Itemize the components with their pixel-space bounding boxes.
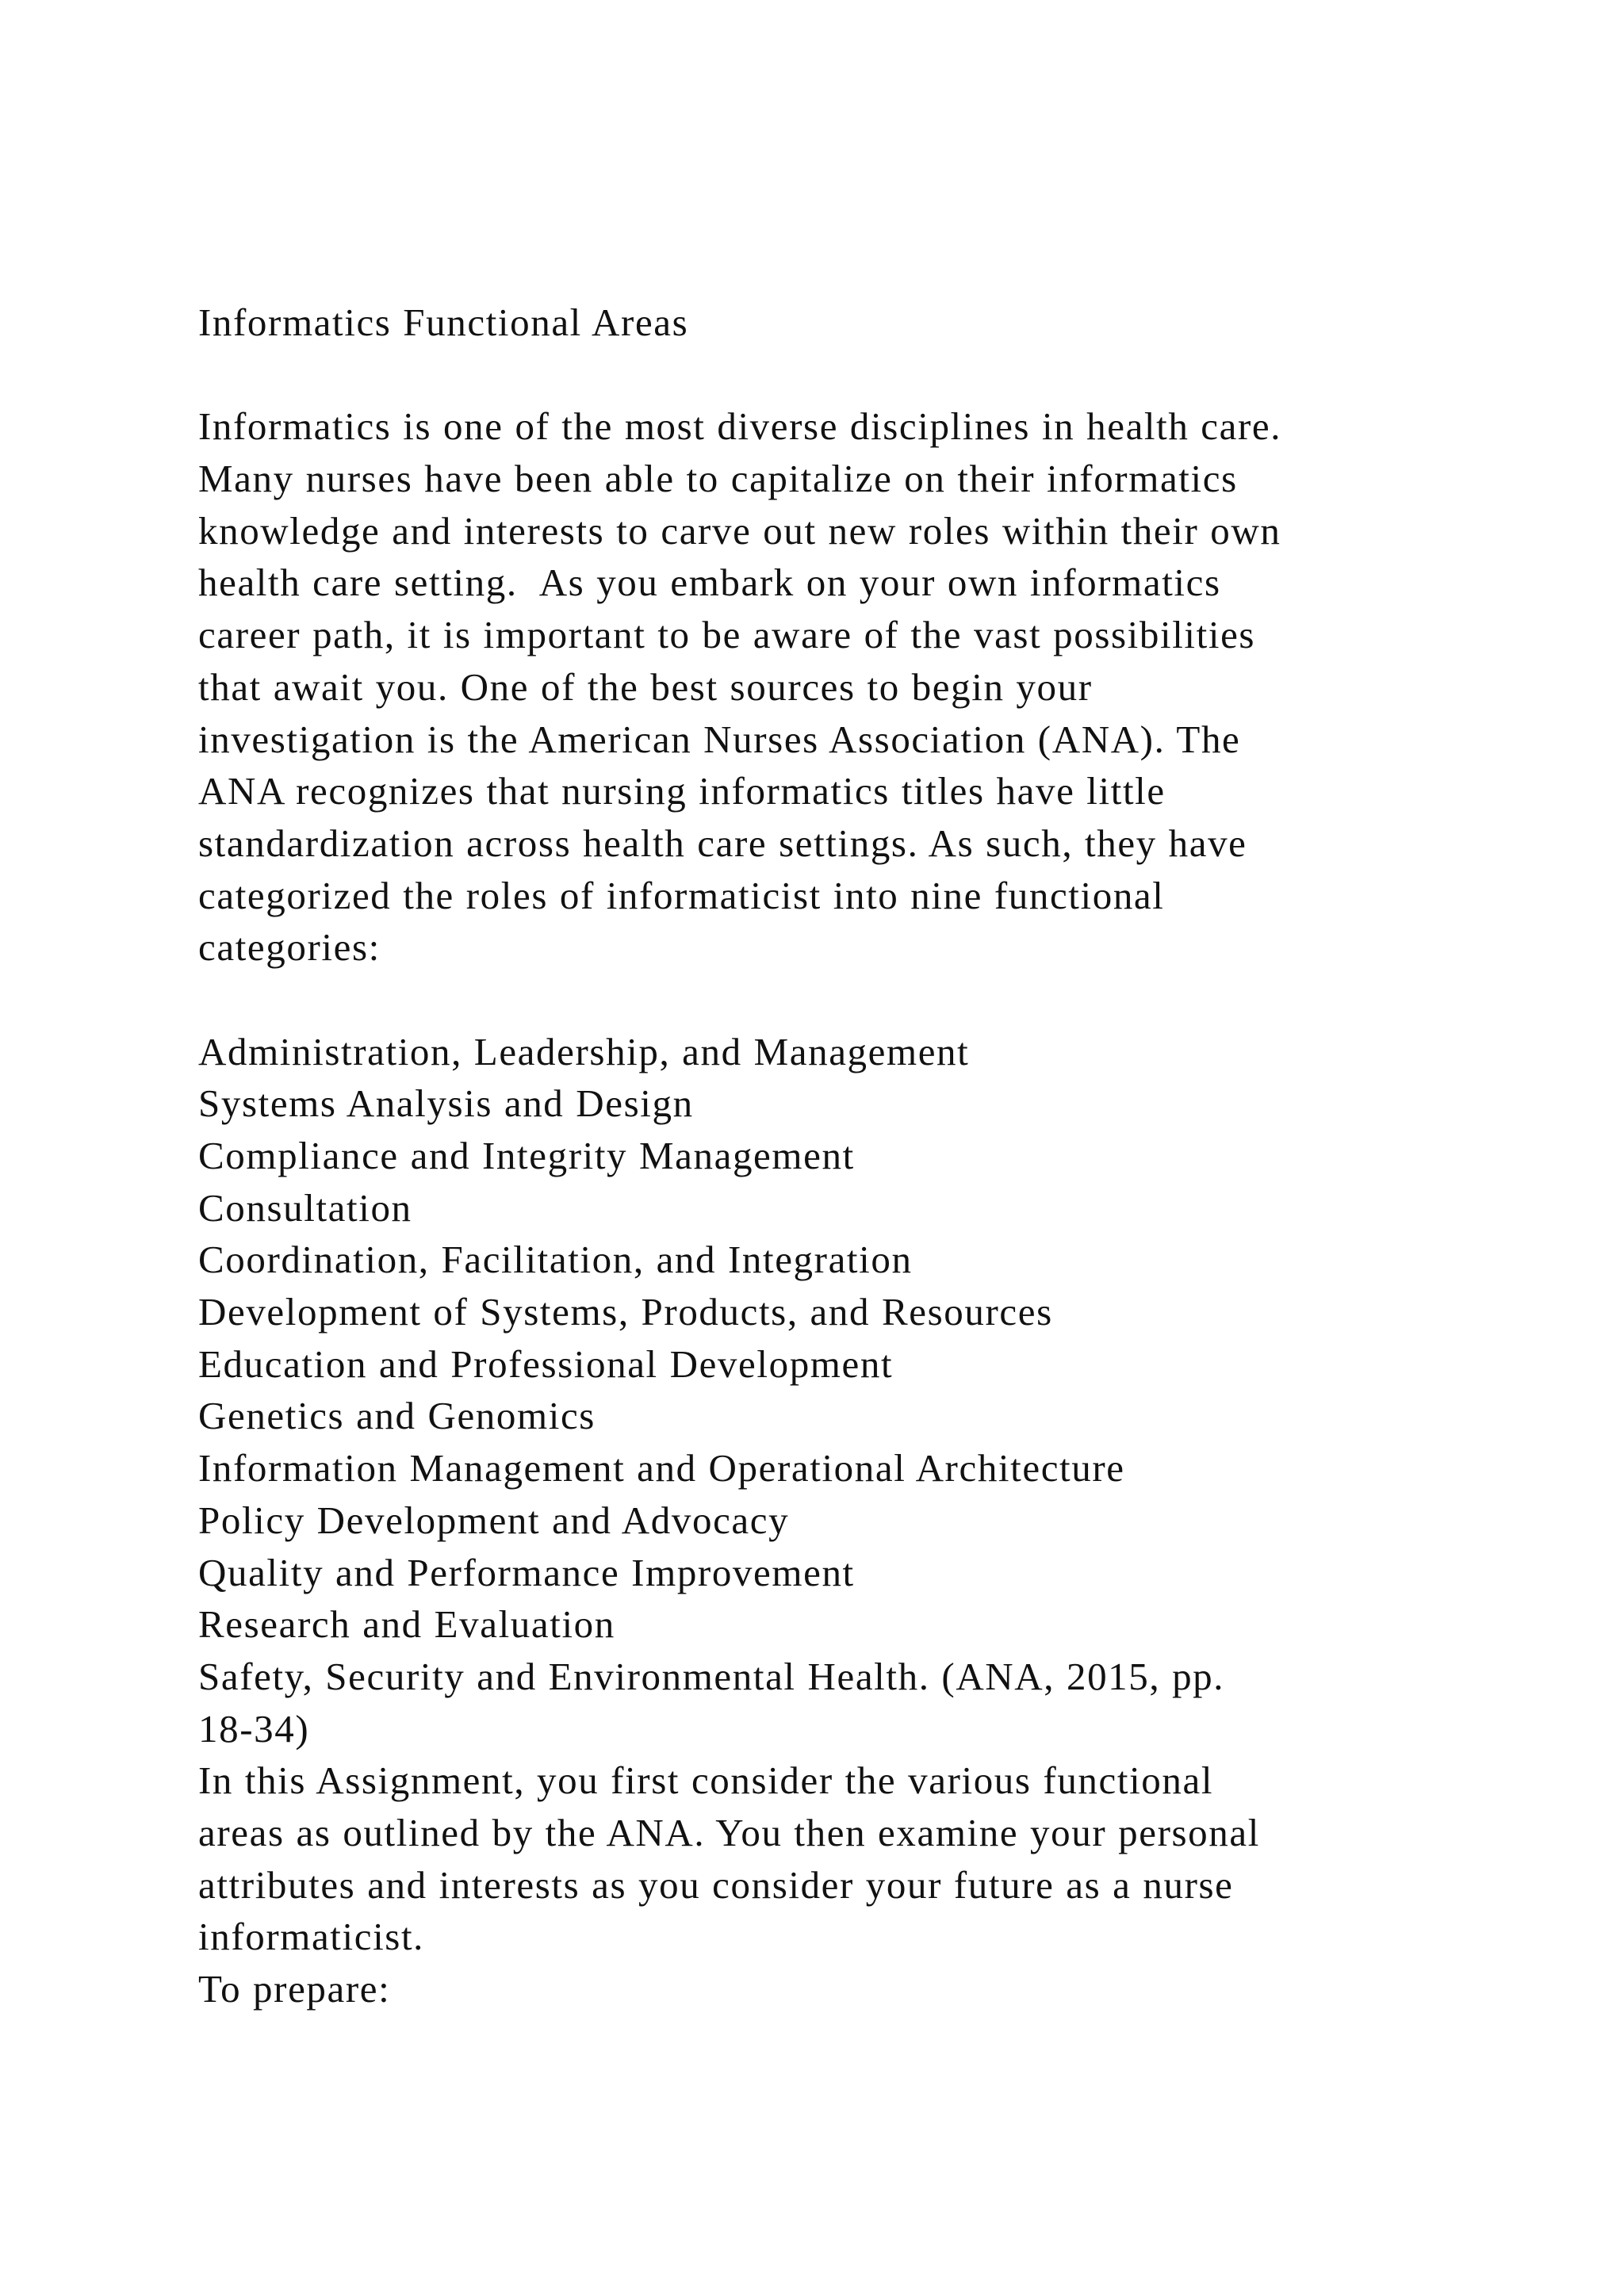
assignment-line: In this Assignment, you first consider the various functional xyxy=(198,1758,1214,1803)
category-list xyxy=(198,1026,1562,1755)
category-item: Research and Evaluation xyxy=(198,1602,615,1647)
category-item: Systems Analysis and Design xyxy=(198,1081,694,1126)
citation-continuation: 18-34) xyxy=(198,1706,310,1751)
intro-line: categories: xyxy=(198,925,381,970)
category-item: Development of Systems, Products, and Resources xyxy=(198,1290,1053,1334)
category-item: Coordination, Facilitation, and Integration xyxy=(198,1238,913,1282)
category-item: Safety, Security and Environmental Health. (ANA, 2015, pp. xyxy=(198,1654,1225,1698)
intro-line: that await you. One of the best sources to begin your xyxy=(198,664,1093,709)
intro-line: Informatics is one of the most diverse disciplines in health care. xyxy=(198,404,1282,449)
document-body xyxy=(198,297,1562,2015)
intro-line: categorized the roles of informaticist into nine functional xyxy=(198,873,1165,917)
assignment-line: attributes and interests as you consider your future as a nurse xyxy=(198,1862,1234,1907)
intro-line: ANA recognizes that nursing informatics titles have little xyxy=(198,769,1166,813)
category-item: Compliance and Integrity Management xyxy=(198,1134,855,1177)
to-prepare-heading: To prepare: xyxy=(198,1967,391,2011)
intro-line: standardization across health care settings. As such, they have xyxy=(198,821,1247,865)
intro-line: knowledge and interests to carve out new roles within their own xyxy=(198,508,1281,553)
assignment-line: areas as outlined by the ANA. You then examine your personal xyxy=(198,1810,1260,1854)
category-item: Information Management and Operational Architecture xyxy=(198,1446,1125,1490)
category-item: Consultation xyxy=(198,1185,412,1230)
intro-line: Many nurses have been able to capitalize on their informatics xyxy=(198,457,1238,501)
intro-line: investigation is the American Nurses Association (ANA). The xyxy=(198,717,1241,761)
intro-line: career path, it is important to be aware of the vast possibilities xyxy=(198,613,1256,657)
category-item: Administration, Leadership, and Management xyxy=(198,1029,970,1073)
blank-line xyxy=(198,349,1562,401)
intro-paragraph xyxy=(198,400,1562,974)
document-title: Informatics Functional Areas xyxy=(198,300,689,344)
category-item: Genetics and Genomics xyxy=(198,1394,596,1438)
category-item: Policy Development and Advocacy xyxy=(198,1498,790,1542)
category-item: Quality and Performance Improvement xyxy=(198,1550,855,1594)
assignment-paragraph xyxy=(198,1755,1562,1963)
blank-line xyxy=(198,974,1562,1026)
assignment-line: informaticist. xyxy=(198,1915,425,1959)
category-item: Education and Professional Development xyxy=(198,1341,894,1386)
intro-line: health care setting. As you embark on your own informatics xyxy=(198,561,1221,605)
